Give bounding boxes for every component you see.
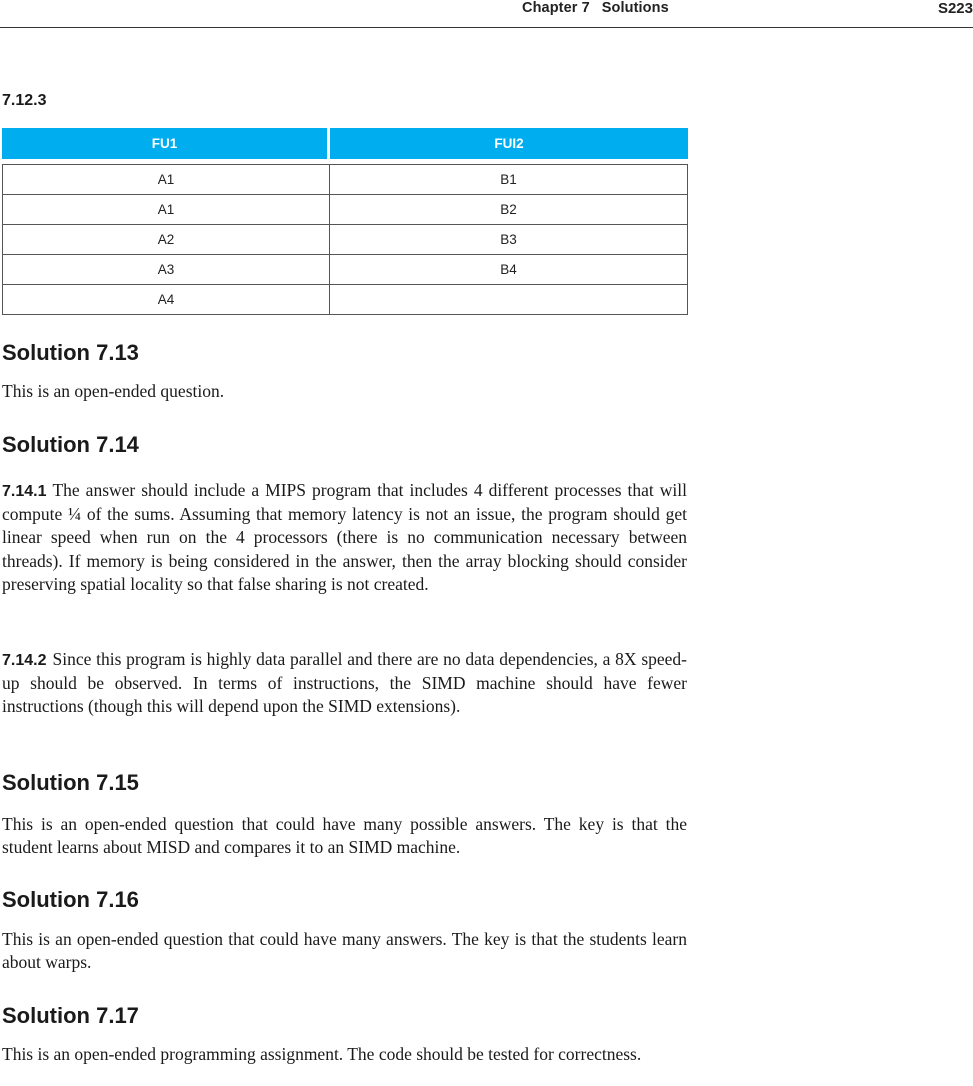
solution-text: This is an open-ended question that could have many possible answers. The key is that the student learns about MISD and compares it to an SIMD machine.: [2, 814, 687, 858]
solution-part: [2, 479, 687, 596]
solution-heading: Solution 7.17: [2, 1003, 139, 1028]
part-text: Since this program is highly data parallel and there are no data dependencies, a 8X speed-up should be observed. In terms of instructions, the SIMD machine should have fewer instructions (though this will depend upon the SIMD extensions).: [2, 649, 687, 717]
part-text: The answer should include a MIPS program that includes 4 different processes that will compute ¼ of the sums. Assuming that memory latency is not an issue, the program should get linear speed when run on the 4 processors (there is no communication necessary between threads). If memory is being considered in the answer, then the array blocking should consider preserving spatial locality so that false sharing is not created.: [2, 480, 687, 594]
solution-part: [2, 648, 687, 719]
column-header-fu2: FUI2: [330, 128, 688, 159]
part-number: 7.14.2: [2, 652, 47, 669]
table-cell: B1: [330, 164, 688, 195]
table-cell: B2: [330, 195, 688, 225]
running-header: [0, 0, 973, 28]
solution-text: This is an open-ended programming assignment. The code should be tested for correctness.: [2, 1044, 642, 1064]
table-row: [2, 164, 688, 195]
solution-heading: Solution 7.13: [2, 340, 139, 365]
page-number: S223: [937, 0, 973, 17]
chapter-title: Chapter 7 Solutions: [522, 0, 669, 16]
solution-heading: Solution 7.14: [2, 432, 139, 457]
part-number: 7.14.1: [2, 483, 47, 500]
table-cell: [330, 285, 688, 315]
solution-heading: Solution 7.16: [2, 887, 139, 912]
table-row: [2, 255, 688, 285]
solution-text: This is an open-ended question that could have many answers. The key is that the students learn about warps.: [2, 929, 687, 973]
table-row: [2, 225, 688, 255]
section-label: 7.12.3: [2, 92, 47, 109]
table-header-row: [2, 128, 688, 159]
table-cell: A1: [2, 195, 330, 225]
table-row: [2, 195, 688, 225]
column-header-fu1: FU1: [2, 128, 330, 159]
functional-unit-table: [2, 128, 688, 315]
table-cell: A2: [2, 225, 330, 255]
solution-text: This is an open-ended question.: [2, 381, 225, 401]
table-cell: A4: [2, 285, 330, 315]
table-row: [2, 285, 688, 315]
table-cell: A3: [2, 255, 330, 285]
table-cell: A1: [2, 164, 330, 195]
table-cell: B3: [330, 225, 688, 255]
solution-heading: Solution 7.15: [2, 770, 139, 795]
table-cell: B4: [330, 255, 688, 285]
